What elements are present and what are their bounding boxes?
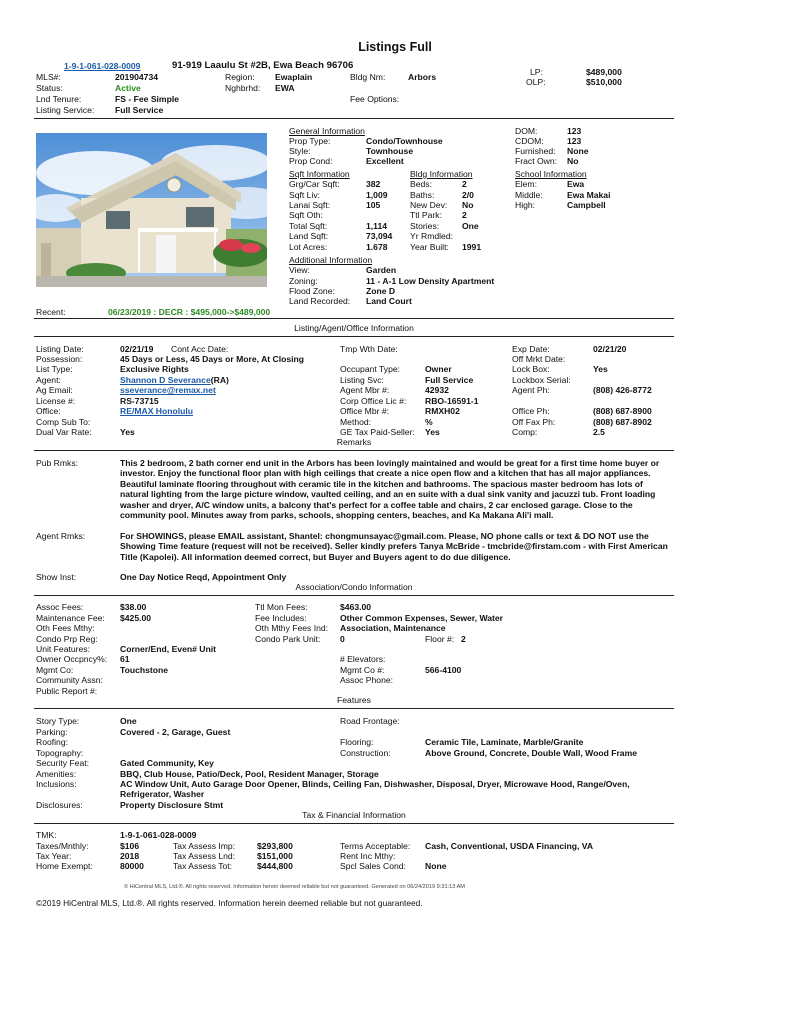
comm-label: Community Assn:	[36, 675, 103, 685]
list-type-value: Exclusive Rights	[120, 364, 189, 374]
agent-email-link[interactable]: sseverance@remax.net	[120, 385, 216, 395]
agent-ph-label: Agent Ph:	[512, 385, 550, 395]
lanai-label: Lanai Sqft:	[289, 200, 331, 210]
agent-suffix: (RA)	[210, 375, 229, 385]
disclosures-label: Disclosures:	[36, 800, 83, 810]
style-value: Townhouse	[366, 146, 414, 156]
cond-value: Excellent	[366, 156, 404, 166]
list-type-label: List Type:	[36, 364, 73, 374]
oth-fees-label: Oth Fees Mthy:	[36, 623, 95, 633]
year-built-label: Year Built:	[410, 242, 449, 252]
office-ph-label: Office Ph:	[512, 406, 550, 416]
lot-acres-label: Lot Acres:	[289, 242, 328, 252]
lockbox-value: Yes	[593, 364, 608, 374]
road-label: Road Frontage:	[340, 716, 400, 726]
general-heading: General Information	[289, 126, 365, 136]
lp-label: LP:	[530, 67, 543, 77]
tax-imp-label: Tax Assess Imp:	[173, 841, 236, 851]
agent-remarks-text: For SHOWINGS, please EMAIL assistant, Shantel: chongmunsayac@gmail.com. Please, NO phone calls or text & DO NOT use the Showing Time feature (request will not be received). Seller kindly prefers Tanya McBride - tmcbride@firstam.com - with First American Title (Kapolei). All information deemed correct, but Buyer and Buyers agent to do due diligence.	[120, 531, 668, 562]
show-inst-label: Show Inst:	[36, 572, 77, 582]
tax-tot-value: $444,800	[257, 861, 293, 871]
olp-label: OLP:	[526, 77, 546, 87]
tax-lnd-value: $151,000	[257, 851, 293, 861]
baths-label: Baths:	[410, 190, 435, 200]
cond-label: Prop Cond:	[289, 156, 333, 166]
mls-number: 201904734	[115, 72, 159, 82]
comp-label: Comp:	[512, 427, 538, 437]
nghbrhd-label: Nghbrhd:	[225, 83, 261, 93]
cdom-value: 123	[567, 136, 582, 146]
tax-tot-label: Tax Assess Tot:	[173, 861, 233, 871]
agent-ph-value: (808) 426-8772	[593, 385, 652, 395]
mgmt-no-label: Mgmt Co #:	[340, 665, 385, 675]
off-mrkt-label: Off Mrkt Date:	[512, 354, 566, 364]
terms-value: Cash, Conventional, USDA Financing, VA	[425, 841, 594, 851]
method-label: Method:	[340, 417, 372, 427]
security-label: Security Feat:	[36, 758, 90, 768]
elevators-label: # Elevators:	[340, 654, 386, 664]
listing-date-label: Listing Date:	[36, 344, 84, 354]
total-sqft-value: 1,114	[366, 221, 388, 231]
zoning-value: 11 - A-1 Low Density Apartment	[366, 276, 495, 286]
parking-label: Parking:	[36, 727, 68, 737]
total-sqft-label: Total Sqft:	[289, 221, 328, 231]
construction-label: Construction:	[340, 748, 391, 758]
listing-date-value: 02/21/19	[120, 344, 154, 354]
section-divider	[34, 595, 674, 596]
remarks-section-heading: Remarks	[336, 437, 372, 447]
license-label: License #:	[36, 396, 76, 406]
recent-label: Recent:	[36, 307, 66, 317]
view-label: View:	[289, 265, 310, 275]
spcl-value: None	[425, 861, 447, 871]
middle-label: Middle:	[515, 190, 543, 200]
bldg-value: Arbors	[408, 72, 437, 82]
recent-value: 06/23/2019 : DECR : $495,000->$489,000	[108, 307, 271, 317]
public-label: Public Report #:	[36, 686, 98, 696]
maint-label: Maintenance Fee:	[36, 613, 105, 623]
stories-label: Stories:	[410, 221, 440, 231]
office-ph-value: (808) 687-8900	[593, 406, 652, 416]
liv-label: Sqft Liv:	[289, 190, 321, 200]
maint-value: $425.00	[120, 613, 152, 623]
grg-label: Grg/Car Sqft:	[289, 179, 340, 189]
liv-value: 1,009	[366, 190, 388, 200]
listing-svc-label: Listing Svc:	[340, 375, 384, 385]
recorded-label: Land Recorded:	[289, 296, 351, 306]
header-divider	[34, 118, 674, 119]
recorded-value: Land Court	[366, 296, 412, 306]
occ-value: 61	[120, 654, 130, 664]
region-value: Ewaplain	[275, 72, 313, 82]
possession-value: 45 Days or Less, 45 Days or More, At Closing	[120, 354, 305, 364]
assoc-phone-label: Assoc Phone:	[340, 675, 394, 685]
bldg-label: Bldg Nm:	[350, 72, 386, 82]
pub-remarks-text: This 2 bedroom, 2 bath corner end unit in the Arbors has been lovingly maintained and would be great for a first time home buyer or investor. Enjoy the functional floor plan with high ceilings that create a nice open flow and a kitchen that has all major appliances. Beautiful laminate flooring throughout with ceramic tile in the kitchen and bathrooms. The spacious master bedroom has lots of natural lighting from the large picture window, vaulted ceiling, and an en suite with a dual sink vanity and jacuzzi tub. Front loading washer and dryer, A/C window units, a balcony that's perfect for a coffee table and chairs, 2 car enclosed garage. Close to the community pool. Minutes away from parks, schools, shopping centers, beaches, and Ka Makana Ali'i mall.	[120, 458, 660, 521]
agent-label: Agent:	[36, 375, 61, 385]
tmk-link[interactable]: 1-9-1-061-028-0009	[64, 61, 141, 71]
dom-value: 123	[567, 126, 582, 136]
story-value: One	[120, 716, 137, 726]
beds-value: 2	[462, 179, 467, 189]
high-value: Campbell	[567, 200, 606, 210]
tenure-value: FS - Fee Simple	[115, 94, 179, 104]
includes-value: Other Common Expenses, Sewer, Water	[340, 613, 504, 623]
lot-acres-value: 1.678	[366, 242, 388, 252]
fax-label: Off Fax Ph:	[512, 417, 556, 427]
tmp-wth-label: Tmp Wth Date:	[340, 344, 398, 354]
pub-remarks-label: Pub Rmks:	[36, 458, 79, 468]
beds-label: Beds:	[410, 179, 432, 189]
copyright-footer: ©2019 HiCentral MLS, Ltd.®. All rights reserved. Information herein deemed reliable but not guaranteed.	[36, 898, 423, 908]
show-inst-value: One Day Notice Reqd, Appointment Only	[120, 572, 287, 582]
middle-value: Ewa Makai	[567, 190, 611, 200]
lockbox-label: Lock Box:	[512, 364, 550, 374]
section-divider	[34, 823, 674, 824]
fax-value: (808) 687-8902	[593, 417, 652, 427]
view-value: Garden	[366, 265, 397, 275]
grg-value: 382	[366, 179, 381, 189]
land-sqft-label: Land Sqft:	[289, 231, 329, 241]
stories-value: One	[462, 221, 479, 231]
elem-label: Elem:	[515, 179, 537, 189]
mls-label: MLS#:	[36, 72, 61, 82]
mgmt-label: Mgmt Co:	[36, 665, 74, 675]
additional-heading: Additional Information	[289, 255, 373, 265]
inclusions-label: Inclusions:	[36, 779, 77, 789]
prp-reg-label: Condo Prp Reg:	[36, 634, 98, 644]
park-unit-label: Condo Park Unit:	[255, 634, 321, 644]
ttl-park-value: 2	[462, 210, 467, 220]
dual-value: Yes	[120, 427, 135, 437]
service-value: Full Service	[115, 105, 164, 115]
home-exempt-label: Home Exempt:	[36, 861, 93, 871]
townhouse-image	[36, 133, 267, 287]
prop-type-value: Condo/Townhouse	[366, 136, 443, 146]
assoc-fees-label: Assoc Fees:	[36, 602, 84, 612]
agent-name-wrap	[120, 375, 229, 385]
fract-label: Fract Own:	[515, 156, 558, 166]
license-value: RS-73715	[120, 396, 159, 406]
cont-acc-label: Cont Acc Date:	[171, 344, 229, 354]
furnished-label: Furnished:	[515, 146, 556, 156]
fract-value: No	[567, 156, 579, 166]
page-title: Listings Full	[358, 40, 432, 54]
listing-address: 91-919 Laaulu St #2B, Ewa Beach 96706	[172, 60, 354, 71]
generated-footer: © HiCentral MLS, Ltd.®. All rights reserved. Information herein deemed reliable but not guaranteed. Generated on 06/24/2019 9:31:13 AM	[124, 884, 465, 890]
email-label: Ag Email:	[36, 385, 73, 395]
occ-label: Owner Occpncy%:	[36, 654, 108, 664]
agent-remarks-label: Agent Rmks:	[36, 531, 86, 541]
region-label: Region:	[225, 72, 255, 82]
features-section-heading: Features	[337, 695, 371, 705]
list-price: $489,000	[586, 67, 622, 77]
inclusions-value: AC Window Unit, Auto Garage Door Opener, Blinds, Ceiling Fan, Dishwasher, Disposal, Dryer, Microwave Hood, Range/Oven, Refrigerator, Washer	[120, 779, 630, 800]
ttl-mon-label: Ttl Mon Fees:	[255, 602, 308, 612]
yr-rmdled-label: Yr Rmdled:	[410, 231, 453, 241]
service-label: Listing Service:	[36, 105, 95, 115]
includes-label: Fee Includes:	[255, 613, 307, 623]
home-exempt-value: 80000	[120, 861, 144, 871]
ge-label: GE Tax Paid-Seller:	[340, 427, 415, 437]
section-divider	[34, 708, 674, 709]
flood-value: Zone D	[366, 286, 396, 296]
listing-svc-value: Full Service	[425, 375, 474, 385]
office-mbr-label: Office Mbr #:	[340, 406, 390, 416]
baths-value: 2/0	[462, 190, 474, 200]
original-list-price: $510,000	[586, 77, 622, 87]
taxes-label: Taxes/Mnthly:	[36, 841, 89, 851]
tax-lnd-label: Tax Assess Lnd:	[173, 851, 236, 861]
rent-label: Rent Inc Mthy:	[340, 851, 396, 861]
floor-label: Floor #:	[425, 634, 455, 644]
newdev-label: New Dev:	[410, 200, 448, 210]
agent-section-heading: Listing/Agent/Office Information	[294, 323, 414, 333]
method-value: %	[425, 417, 433, 427]
story-label: Story Type:	[36, 716, 80, 726]
topo-label: Topography:	[36, 748, 84, 758]
land-sqft-value: 73,094	[366, 231, 393, 241]
comp-sub-label: Comp Sub To:	[36, 417, 91, 427]
flooring-value: Ceramic Tile, Laminate, Marble/Granite	[425, 737, 584, 747]
tax-year-label: Tax Year:	[36, 851, 72, 861]
assoc-section-heading: Association/Condo Information	[295, 582, 413, 592]
lanai-value: 105	[366, 200, 381, 210]
comp-value: 2.5	[593, 427, 605, 437]
newdev-value: No	[462, 200, 474, 210]
nghbrhd-value: EWA	[275, 83, 295, 93]
corp-value: RBO-16591-1	[425, 396, 479, 406]
section-divider	[34, 318, 674, 319]
unit-feat-value: Corner/End, Even# Unit	[120, 644, 216, 654]
zoning-label: Zoning:	[289, 276, 318, 286]
fee-options-label: Fee Options:	[350, 94, 400, 104]
assoc-fees-value: $38.00	[120, 602, 147, 612]
office-link[interactable]: RE/MAX Honolulu	[120, 406, 194, 416]
furnished-value: None	[567, 146, 589, 156]
tax-imp-value: $293,800	[257, 841, 293, 851]
sqft-heading: Sqft Information	[289, 169, 350, 179]
section-divider	[34, 450, 674, 451]
park-unit-value: 0	[340, 634, 345, 644]
corp-label: Corp Office Lic #:	[340, 396, 407, 406]
security-value: Gated Community, Key	[120, 758, 214, 768]
mgmt-no-value: 566-4100	[425, 665, 462, 675]
flooring-label: Flooring:	[340, 737, 374, 747]
property-photo	[36, 133, 267, 287]
office-mbr-value: RMXH02	[425, 406, 460, 416]
agent-mbr-label: Agent Mbr #:	[340, 385, 390, 395]
floor-value: 2	[461, 634, 466, 644]
occupant-label: Occupant Type:	[340, 364, 401, 374]
bldg-heading: Bldg Information	[410, 169, 473, 179]
school-heading: School Information	[515, 169, 587, 179]
tmk-label: TMK:	[36, 830, 57, 840]
dom-label: DOM:	[515, 126, 538, 136]
roofing-label: Roofing:	[36, 737, 69, 747]
status-value: Active	[115, 83, 141, 93]
flood-label: Flood Zone:	[289, 286, 335, 296]
office-label: Office:	[36, 406, 61, 416]
cdom-label: CDOM:	[515, 136, 544, 146]
agent-mbr-value: 42932	[425, 385, 449, 395]
status-label: Status:	[36, 83, 63, 93]
unit-feat-label: Unit Features:	[36, 644, 90, 654]
disclosures-value: Property Disclosure Stmt	[120, 800, 224, 810]
prop-type-label: Prop Type:	[289, 136, 331, 146]
elem-value: Ewa	[567, 179, 585, 189]
amenities-value: BBQ, Club House, Patio/Deck, Pool, Resident Manager, Storage	[120, 769, 379, 779]
oth-mthy-value: Association, Maintenance	[340, 623, 446, 633]
tax-year-value: 2018	[120, 851, 140, 861]
mgmt-value: Touchstone	[120, 665, 169, 675]
section-divider	[34, 336, 674, 337]
possession-label: Possession:	[36, 354, 83, 364]
occupant-value: Owner	[425, 364, 452, 374]
spcl-label: Spcl Sales Cond:	[340, 861, 406, 871]
exp-label: Exp Date:	[512, 344, 550, 354]
parking-value: Covered - 2, Garage, Guest	[120, 727, 231, 737]
high-label: High:	[515, 200, 536, 210]
dual-label: Dual Var Rate:	[36, 427, 92, 437]
style-label: Style:	[289, 146, 311, 156]
ttl-mon-value: $463.00	[340, 602, 372, 612]
sqft-oth-label: Sqft Oth:	[289, 210, 323, 220]
tax-section-heading: Tax & Financial Information	[302, 810, 406, 820]
amenities-label: Amenities:	[36, 769, 77, 779]
construction-value: Above Ground, Concrete, Double Wall, Wood Frame	[425, 748, 637, 758]
taxes-value: $106	[120, 841, 140, 851]
oth-mthy-label: Oth Mthy Fees Ind:	[255, 623, 329, 633]
ge-value: Yes	[425, 427, 440, 437]
tmk-value: 1-9-1-061-028-0009	[120, 830, 197, 840]
tenure-label: Lnd Tenure:	[36, 94, 82, 104]
exp-value: 02/21/20	[593, 344, 627, 354]
agent-name-link[interactable]: Shannon D Severance	[120, 375, 211, 385]
ttl-park-label: Ttl Park:	[410, 210, 442, 220]
terms-label: Terms Acceptable:	[340, 841, 411, 851]
lockbox-serial-label: Lockbox Serial:	[512, 375, 571, 385]
year-built-value: 1991	[462, 242, 482, 252]
